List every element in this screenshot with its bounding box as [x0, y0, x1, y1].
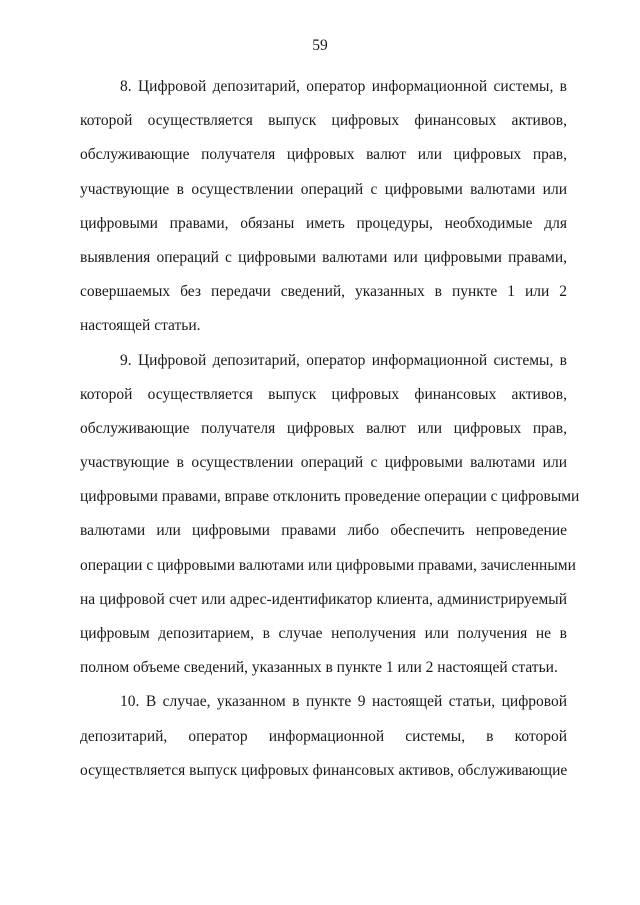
- paragraph-line: выявления операций с цифровыми валютами или цифровыми правами,: [80, 248, 567, 266]
- paragraph-10: [80, 685, 567, 788]
- paragraph-line: участвующие в осуществлении операций с цифровыми валютами или: [80, 454, 567, 472]
- paragraph-line: 8. Цифровой депозитарий, оператор информационной системы, в: [120, 78, 567, 95]
- paragraph-line: 10. В случае, указанном в пункте 9 настоящей статьи, цифровой: [120, 693, 567, 711]
- paragraph-line: депозитарий, оператор информационной системы, в которой: [80, 727, 567, 745]
- page-number: 59: [312, 37, 328, 54]
- paragraph-line: настоящей статьи.: [80, 317, 201, 335]
- paragraph-line: участвующие в осуществлении операций с цифровыми валютами или: [80, 180, 567, 198]
- paragraph-line: 9. Цифровой депозитарий, оператор информационной системы, в: [120, 351, 567, 369]
- paragraph-line: валютами или цифровыми правами либо обеспечить непроведение: [80, 522, 567, 540]
- paragraph-line: которой осуществляется выпуск цифровых финансовых активов,: [80, 385, 567, 403]
- paragraph-line: цифровыми правами, обязаны иметь процедуры, необходимые для: [80, 214, 567, 232]
- paragraph-line: осуществляется выпуск цифровых финансовых активов, обслуживающие: [80, 761, 568, 779]
- paragraph-9: [80, 344, 580, 686]
- paragraph-line: цифровым депозитарием, в случае неполучения или получения не в: [80, 625, 567, 642]
- paragraph-line: обслуживающие получателя цифровых валют или цифровых прав,: [80, 146, 567, 164]
- paragraph-line: цифровыми правами, вправе отклонить проведение операции с цифровыми: [80, 488, 580, 506]
- paragraph-8: [80, 70, 567, 344]
- paragraph-line: совершаемых без передачи сведений, указанных в пункте 1 или 2: [80, 283, 567, 301]
- paragraph-line: обслуживающие получателя цифровых валют или цифровых прав,: [80, 419, 567, 437]
- paragraph-line: которой осуществляется выпуск цифровых финансовых активов,: [80, 112, 567, 130]
- paragraph-line: на цифровой счет или адрес-идентификатор клиента, администрируемый: [80, 590, 567, 608]
- document-body: [80, 70, 580, 788]
- paragraph-line: полном объеме сведений, указанных в пункте 1 или 2 настоящей статьи.: [80, 659, 558, 677]
- paragraph-line: операции с цифровыми валютами или цифровыми правами, зачисленными: [80, 556, 576, 574]
